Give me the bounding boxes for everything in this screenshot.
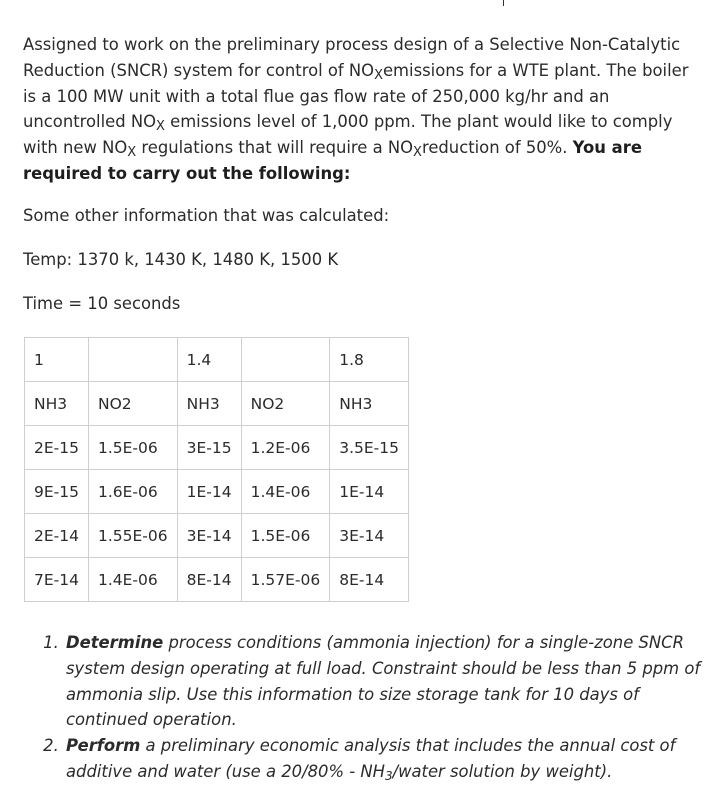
table-cell: 1E-14: [177, 470, 241, 514]
table-cell: 1.5E-06: [88, 426, 177, 470]
time-line: Time = 10 seconds: [23, 294, 181, 313]
list-item: 2. Perform a preliminary economic analysis that includes the annual cost of additive and water (use a $20/80\% - NH_3$/water solution by weight).: [64, 733, 704, 785]
table-cell: 3E-15: [177, 426, 241, 470]
table-row: [25, 514, 409, 558]
table-cell: 1.6E-06: [88, 470, 177, 514]
table-cell: 1.55E-06: [88, 514, 177, 558]
table-cell: 1.4: [177, 338, 241, 382]
table-row: [25, 382, 409, 426]
table-cell: 8E-14: [177, 558, 241, 602]
table-cell: NO2: [241, 382, 330, 426]
table-row: [25, 470, 409, 514]
table-row: [25, 558, 409, 602]
table-cell: 1.4E-06: [88, 558, 177, 602]
table-cell: 1.5E-06: [241, 514, 330, 558]
table-cell: [241, 338, 330, 382]
table-cell: NH3: [25, 382, 89, 426]
table-cell: 1.4E-06: [241, 470, 330, 514]
table-cell: 8E-14: [330, 558, 409, 602]
table-cell: NH3: [330, 382, 409, 426]
task-verb: Perform: [66, 736, 141, 756]
table-cell: 2E-15: [25, 426, 89, 470]
table-cell: [88, 338, 177, 382]
concentration-table: [24, 337, 409, 602]
table-cell: 1.8: [330, 338, 409, 382]
calculated-info-label: Some other information that was calculated:: [23, 206, 390, 225]
top-edge-mark: [503, 0, 504, 6]
table-cell: 7E-14: [25, 558, 89, 602]
problem-statement: Assigned to work on the preliminary process design of a Selective Non-Catalytic Reduction (SNCR) system for control of $NO_Xemissions$ for a WTE plant. The boiler is a 100 MW unit with a total flue gas flow rate of 250,000 kg/hr and an uncontrolled $NO_X$ emissions level of 1,000 ppm. The plant would like to comply with new $NO_X$ regulations that will require a $NO_Xreduction$ of 50%. You are required to carry out the following:: [23, 35, 689, 183]
table-cell: 3E-14: [177, 514, 241, 558]
task-verb: Determine: [66, 633, 164, 652]
table-cell: NH3: [177, 382, 241, 426]
list-item: 1. Determine process conditions (ammonia injection) for a single-zone SNCR system design operating at full load. Constraint should be less than 5 ppm of ammonia slip. Use this information to size storage tank for 10 days of continued operation.: [64, 630, 704, 733]
table-cell: 1E-14: [330, 470, 409, 514]
table-cell: 1.2E-06: [241, 426, 330, 470]
requirement-emphasis: You are required to carry out the following:: [23, 138, 642, 183]
table-cell: 2E-14: [25, 514, 89, 558]
temperature-line: Temp: 1370 k, 1430 K, 1480 K, 1500 K: [23, 250, 339, 269]
table-cell: 3E-14: [330, 514, 409, 558]
table-cell: 1: [25, 338, 89, 382]
task-list: [40, 630, 704, 785]
table-cell: NO2: [88, 382, 177, 426]
table-cell: 1.57E-06: [241, 558, 330, 602]
table-row: [25, 426, 409, 470]
table-cell: 3.5E-15: [330, 426, 409, 470]
table-row: [25, 338, 409, 382]
table-cell: 9E-15: [25, 470, 89, 514]
